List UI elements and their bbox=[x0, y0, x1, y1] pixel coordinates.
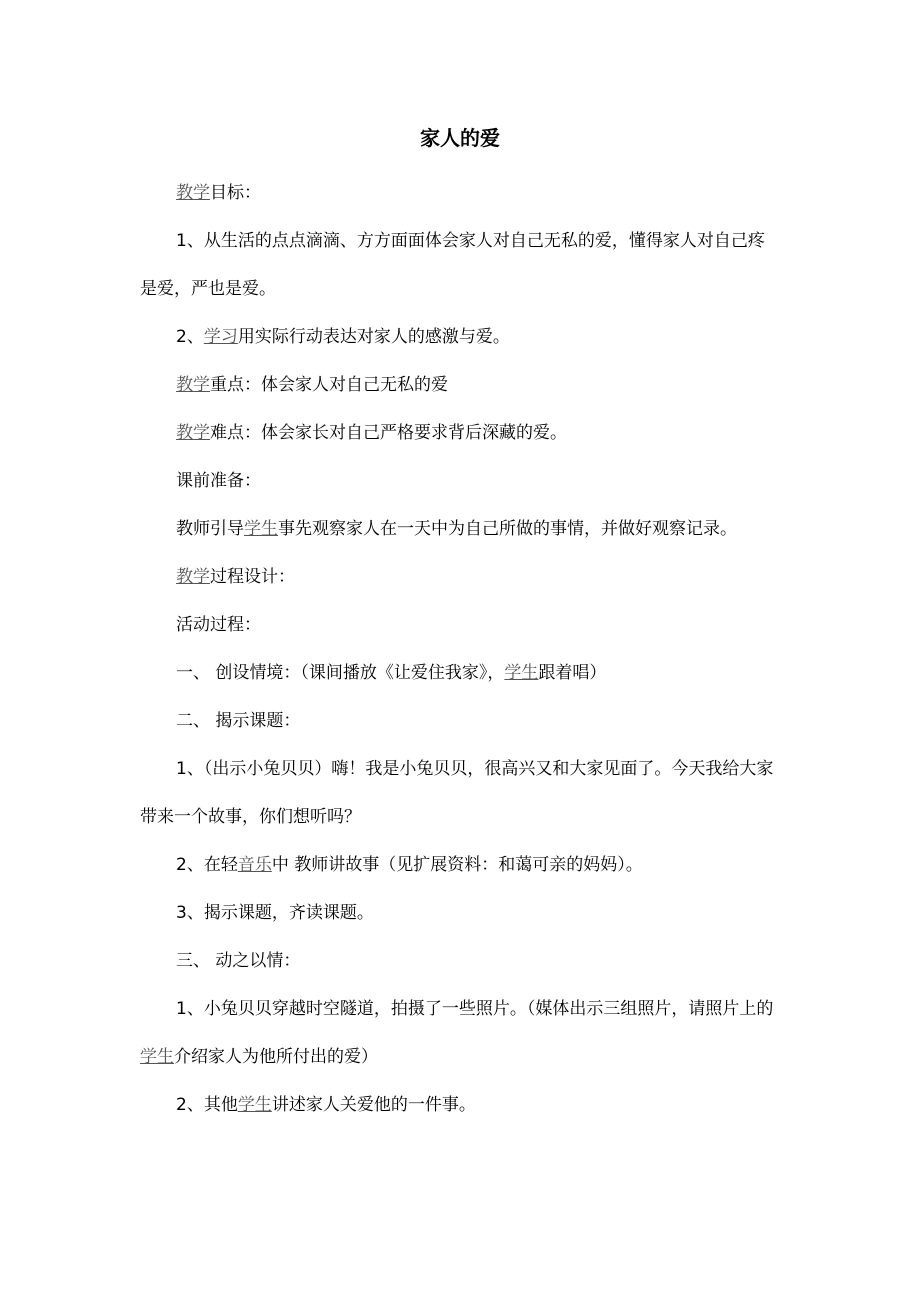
text-segment: 1、（出示小兔贝贝）嗨！我是小兔贝贝，很高兴又和大家见面了。今天我给大家带来一个故事，你们想听吗？ bbox=[140, 759, 774, 827]
paragraph bbox=[140, 889, 776, 937]
document-body bbox=[140, 169, 776, 1129]
underlined-term: 学生 bbox=[504, 663, 539, 683]
paragraph bbox=[140, 505, 776, 553]
text-segment: 课前准备： bbox=[176, 471, 261, 491]
underlined-term: 学生 bbox=[244, 519, 278, 539]
text-segment: 活动过程： bbox=[176, 615, 261, 635]
paragraph bbox=[140, 457, 776, 505]
text-segment: 难点：体会家长对自己严格要求背后深藏的爱。 bbox=[210, 423, 567, 443]
text-segment: 中 教师讲故事（见扩展资料：和蔼可亲的妈妈）。 bbox=[271, 855, 643, 875]
text-segment: 2、在轻 bbox=[176, 855, 238, 875]
text-segment: 三、 动之以情： bbox=[176, 951, 301, 971]
underlined-term: 音乐 bbox=[237, 855, 272, 875]
underlined-term: 教学 bbox=[176, 423, 210, 443]
paragraph bbox=[140, 985, 776, 1081]
underlined-term: 学习 bbox=[203, 327, 238, 347]
text-segment: 讲述家人关爱他的一件事。 bbox=[271, 1095, 476, 1115]
paragraph bbox=[140, 313, 776, 361]
underlined-term: 学生 bbox=[140, 1047, 174, 1067]
document-title: 家人的爱 bbox=[420, 126, 500, 150]
underlined-term: 教学 bbox=[176, 567, 210, 587]
paragraph bbox=[140, 169, 776, 217]
paragraph bbox=[140, 841, 776, 889]
paragraph bbox=[140, 553, 776, 601]
text-segment: 二、 揭示课题： bbox=[176, 711, 301, 731]
paragraph bbox=[140, 697, 776, 745]
paragraph bbox=[140, 601, 776, 649]
text-segment: 介绍家人为他所付出的爱） bbox=[174, 1047, 378, 1067]
paragraph bbox=[140, 217, 776, 313]
text-segment: 1、从生活的点点滴滴、方方面面体会家人对自己无私的爱，懂得家人对自己疼是爱，严也是爱。 bbox=[140, 231, 765, 299]
text-segment: 过程设计： bbox=[210, 567, 295, 587]
text-segment: 跟着唱） bbox=[538, 663, 607, 683]
paragraph bbox=[140, 409, 776, 457]
paragraph bbox=[140, 361, 776, 409]
paragraph bbox=[140, 1081, 776, 1129]
underlined-term: 学生 bbox=[237, 1095, 272, 1115]
paragraph bbox=[140, 649, 776, 697]
text-segment: 2、 bbox=[176, 327, 204, 347]
text-segment: 事先观察家人在一天中为自己所做的事情，并做好观察记录。 bbox=[278, 519, 737, 539]
underlined-term: 教学 bbox=[176, 183, 210, 203]
text-segment: 一、 创设情境：（课间播放《让爱住我家》， bbox=[176, 663, 505, 683]
text-segment: 1、小兔贝贝穿越时空隧道，拍摄了一些照片。（媒体出示三组照片，请照片上的 bbox=[176, 999, 774, 1019]
text-segment: 教师引导 bbox=[176, 519, 244, 539]
text-segment: 3、揭示课题，齐读课题。 bbox=[176, 903, 374, 923]
text-segment: 2、其他 bbox=[176, 1095, 238, 1115]
paragraph bbox=[140, 745, 776, 841]
underlined-term: 教学 bbox=[176, 375, 210, 395]
text-segment: 目标： bbox=[210, 183, 261, 203]
text-segment: 重点：体会家人对自己无私的爱 bbox=[210, 375, 448, 395]
paragraph bbox=[140, 937, 776, 985]
text-segment: 用实际行动表达对家人的感激与爱。 bbox=[237, 327, 510, 347]
